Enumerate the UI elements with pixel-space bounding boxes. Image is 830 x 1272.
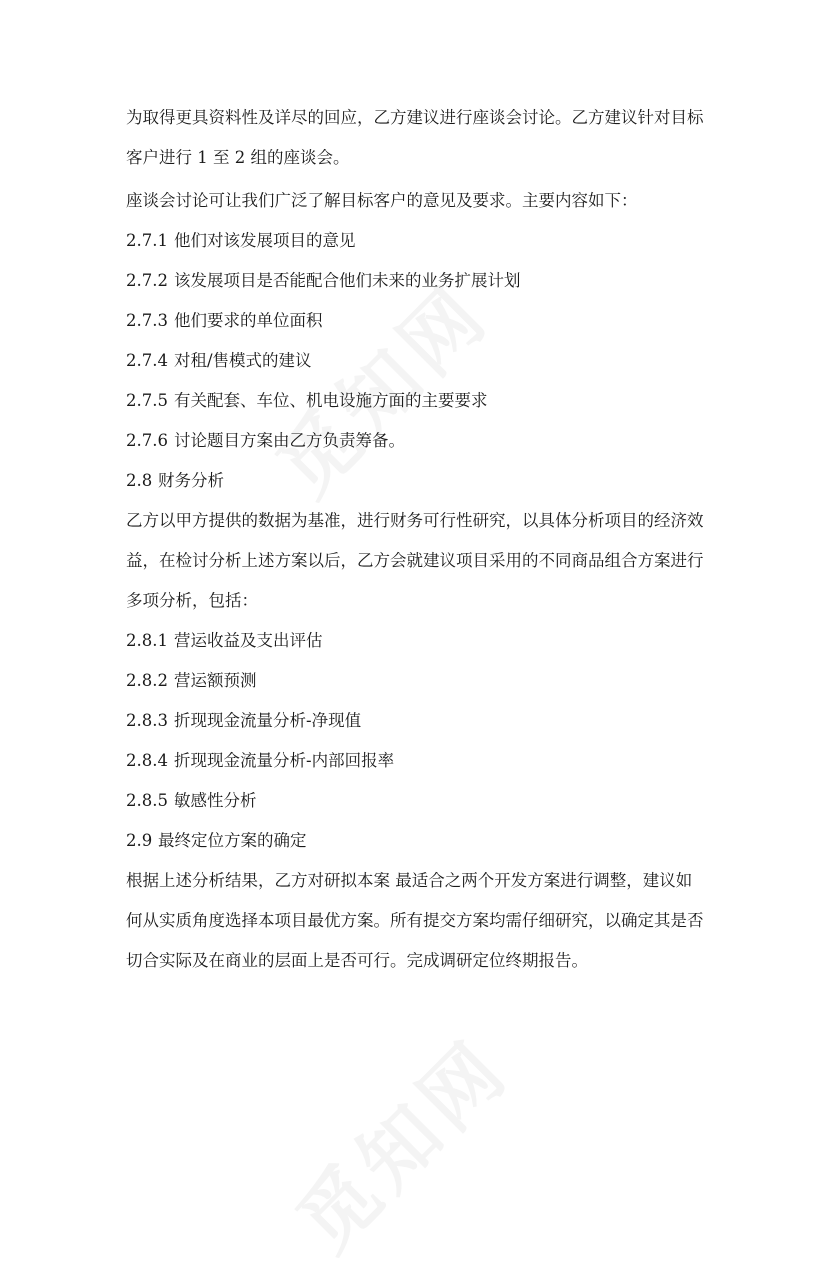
paragraph-line: 乙方以甲方提供的数据为基准，进行财务可行性研究，以具体分析项目的经济效 xyxy=(126,511,704,530)
document-body xyxy=(126,98,726,981)
item-number: 2.7.1 xyxy=(126,231,168,250)
list-item xyxy=(126,741,726,781)
paragraph-line: 何从实质角度选择本项目最优方案。所有提交方案均需仔细研究，以确定其是否 xyxy=(126,911,704,930)
list-item xyxy=(126,381,726,421)
item-number: 2.7.5 xyxy=(126,391,168,410)
list-item xyxy=(126,421,726,461)
paragraph-line: 切合实际及在商业的层面上是否可行。完成调研定位终期报告。 xyxy=(126,951,588,970)
list-item xyxy=(126,341,726,381)
item-number: 2.7.2 xyxy=(126,271,168,290)
paragraph-line: 为取得更具资料性及详尽的回应，乙方建议进行座谈会讨论。乙方建议针对目标 xyxy=(126,108,704,127)
item-text: 折现现金流量分析-净现值 xyxy=(174,711,362,730)
item-number: 2.8.4 xyxy=(126,751,168,770)
paragraph-line: 根据上述分析结果，乙方对研拟本案 最适合之两个开发方案进行调整，建议如 xyxy=(126,871,693,890)
paragraph-line: 多项分析，包括： xyxy=(126,591,258,610)
item-text: 营运收益及支出评估 xyxy=(174,631,323,650)
list-item xyxy=(126,701,726,741)
item-text: 折现现金流量分析-内部回报率 xyxy=(174,751,395,770)
list-item xyxy=(126,661,726,701)
list-item xyxy=(126,221,726,261)
paragraph-line: 客户进行 1 至 2 组的座谈会。 xyxy=(126,148,350,167)
item-text: 有关配套、车位、机电设施方面的主要要求 xyxy=(174,391,488,410)
list-item xyxy=(126,781,726,821)
item-number: 2.8.5 xyxy=(126,791,168,810)
item-text: 讨论题目方案由乙方负责筹备。 xyxy=(174,431,405,450)
item-text: 他们要求的单位面积 xyxy=(174,311,323,330)
section-number: 2.9 xyxy=(126,831,153,850)
section-title: 财务分析 xyxy=(158,471,224,490)
section-heading xyxy=(126,821,726,861)
item-number: 2.7.6 xyxy=(126,431,168,450)
list-item xyxy=(126,261,726,301)
item-number: 2.7.3 xyxy=(126,311,168,330)
item-text: 敏感性分析 xyxy=(174,791,257,810)
list-item xyxy=(126,301,726,341)
section-number: 2.8 xyxy=(126,471,153,490)
item-text: 该发展项目是否能配合他们未来的业务扩展计划 xyxy=(174,271,521,290)
item-number: 2.8.2 xyxy=(126,671,168,690)
watermark xyxy=(268,1010,530,1272)
paragraph-line: 座谈会讨论可让我们广泛了解目标客户的意见及要求。主要内容如下： xyxy=(126,191,638,210)
item-number: 2.8.3 xyxy=(126,711,168,730)
item-text: 对租/售模式的建议 xyxy=(174,351,312,370)
section-heading xyxy=(126,461,726,501)
section-title: 最终定位方案的确定 xyxy=(158,831,307,850)
item-text: 营运额预测 xyxy=(174,671,257,690)
list-item xyxy=(126,621,726,661)
item-text: 他们对该发展项目的意见 xyxy=(174,231,356,250)
paragraph-line: 益，在检讨分析上述方案以后，乙方会就建议项目采用的不同商品组合方案进行 xyxy=(126,551,704,570)
item-number: 2.7.4 xyxy=(126,351,168,370)
item-number: 2.8.1 xyxy=(126,631,168,650)
